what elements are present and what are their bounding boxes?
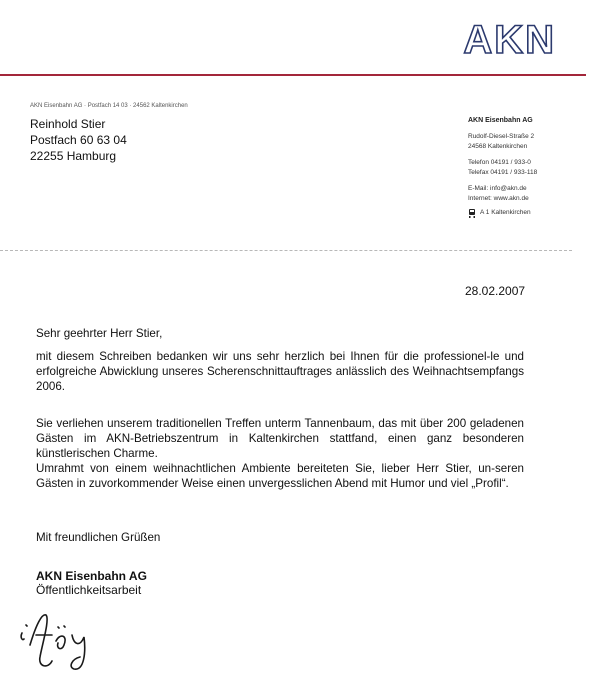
akn-logo: AKN (463, 18, 556, 62)
fold-divider (0, 250, 572, 251)
closing: Mit freundlichen Grüßen (36, 531, 161, 544)
salutation: Sehr geehrter Herr Stier, (36, 327, 163, 340)
company-city: 24568 Kaltenkirchen (468, 143, 528, 150)
paragraph-3: Umrahmt von einem weihnachtlichen Ambiente bereiteten Sie, lieber Herr Stier, un-seren Gästen in zuvorkommender Weise einen unvergesslichen Abend mit Humor und viel „Profil“. (36, 462, 524, 490)
company-contact-block (468, 116, 537, 218)
sender-return-address: AKN Eisenbahn AG · Postfach 14 03 · 24562 Kaltenkirchen (30, 103, 188, 109)
recipient-city: 22255 Hamburg (30, 149, 117, 163)
company-station: A 1 Kaltenkirchen (480, 209, 531, 216)
recipient-street: Postfach 60 63 04 (30, 133, 127, 147)
handwritten-signature (12, 605, 122, 675)
company-phone: Telefon 04191 / 933-0 (468, 159, 531, 166)
recipient-address (30, 116, 127, 164)
paragraph-1: mit diesem Schreiben bedanken wir uns sehr herzlich bei Ihnen für die professionel-le und erfolgreiche Abwicklung unseres Scherenschnittauftrages anlässlich des Weihnachtsempfangs 2006. (36, 350, 524, 393)
company-web: Internet: www.akn.de (468, 195, 529, 202)
header-rule (0, 74, 586, 76)
recipient-name: Reinhold Stier (30, 117, 106, 131)
signature-company: AKN Eisenbahn AG (36, 569, 147, 583)
train-icon (468, 209, 476, 218)
letter-date: 28.02.2007 (465, 284, 526, 298)
paragraph-2: Sie verliehen unserem traditionellen Treffen unterm Tannenbaum, das mit über 200 geladenen Gästen im AKN-Betriebszentrum in Kaltenkirchen stattfand, einen ganz besonderen künstlerischen Charme. (36, 417, 524, 460)
company-name: AKN Eisenbahn AG (468, 117, 533, 124)
signature-department: Öffentlichkeitsarbeit (36, 583, 142, 597)
company-street: Rudolf-Diesel-Straße 2 (468, 133, 535, 140)
company-fax: Telefax 04191 / 933-118 (468, 169, 538, 176)
company-email: E-Mail: info@akn.de (468, 185, 527, 192)
